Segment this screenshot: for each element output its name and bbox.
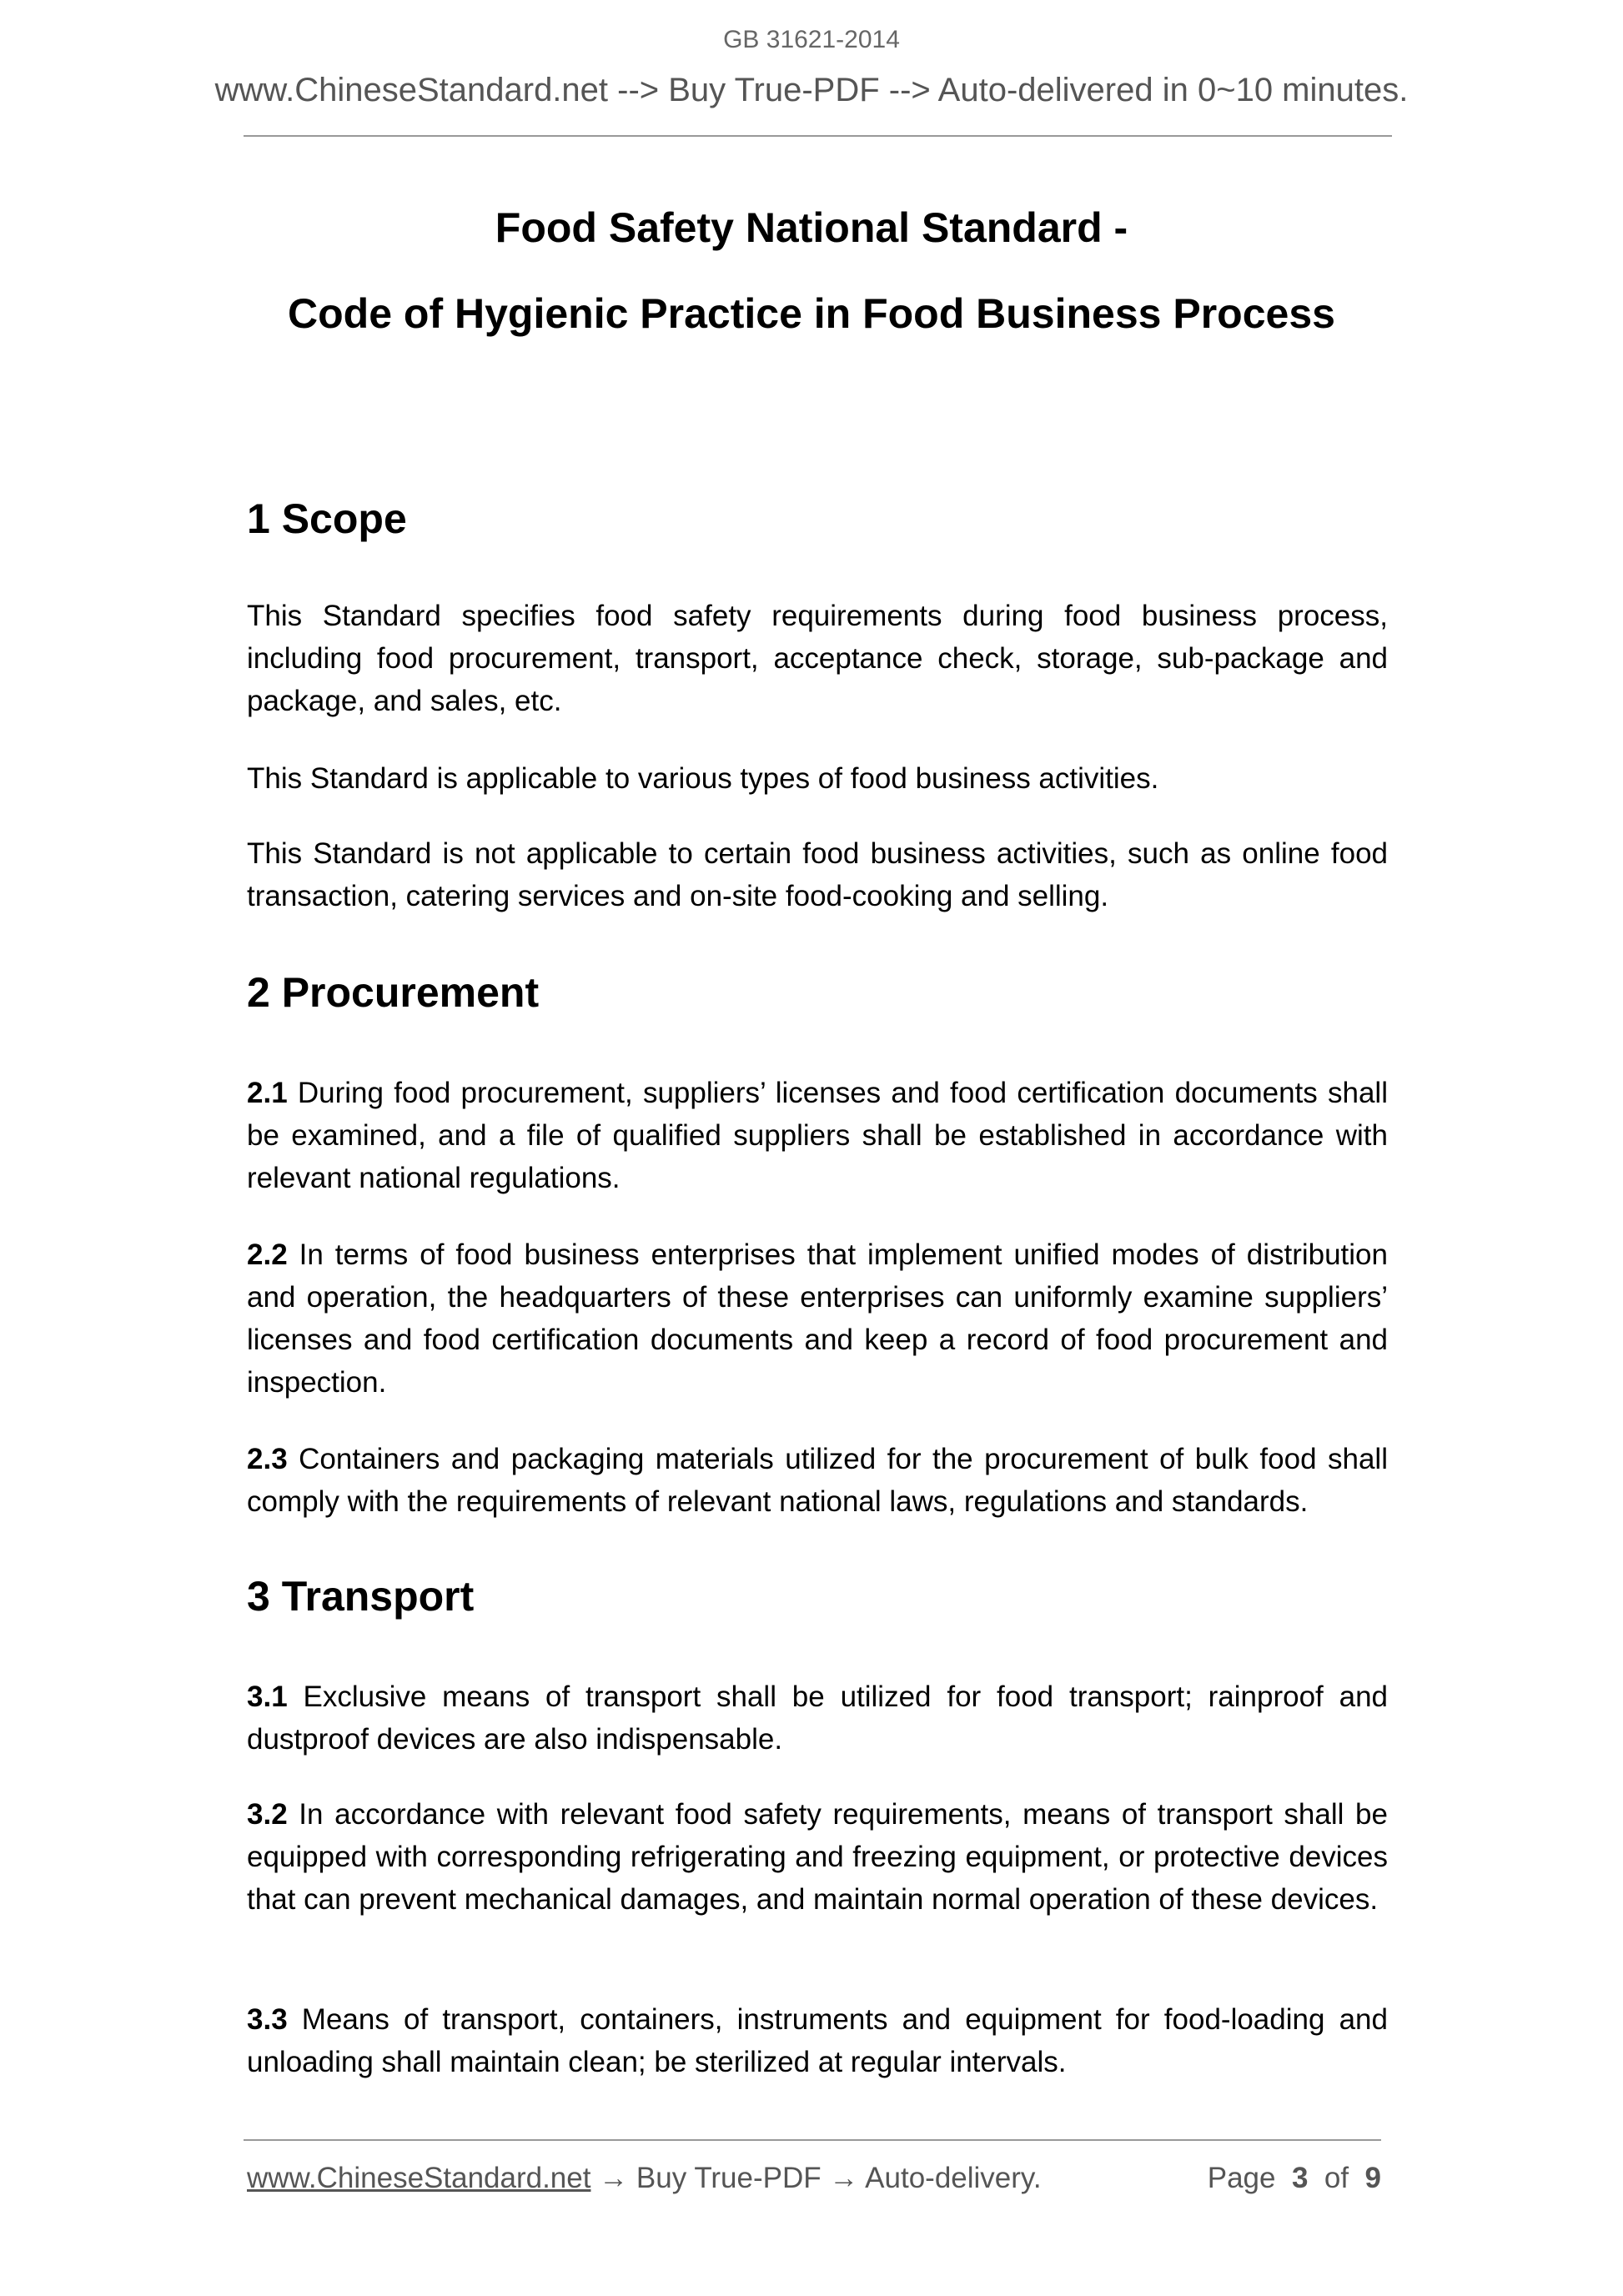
of-label: of [1324,2162,1349,2194]
footer-website-link[interactable]: www.ChineseStandard.net [247,2162,591,2194]
clause-number: 2.3 [247,1443,288,1475]
clause-number: 3.2 [247,1798,288,1831]
footer-text: → Buy True-PDF → Auto-delivery. [590,2162,1042,2194]
footer-divider [244,2139,1381,2141]
clause-3-2 [247,1793,1388,1921]
paragraph: This Standard is applicable to various types of food business activities. [247,762,1159,795]
clause-number: 2.2 [247,1238,288,1271]
standard-code: GB 31621-2014 [723,26,900,53]
header-banner: www.ChineseStandard.net --> Buy True-PDF --> Auto-delivered in 0~10 minutes. [214,72,1409,108]
paragraph: This Standard specifies food safety requirements during food business process, including food procurement, transport, acceptance check, storage, sub-package and package, and sales, etc. [247,600,1388,717]
clause-text: Containers and packaging materials utilized for the procurement of bulk food shall comply with the requirements of relevant national laws, regulations and standards. [247,1443,1388,1518]
clause-number: 3.3 [247,2003,288,2036]
header-divider [244,135,1392,137]
footer [247,2162,1381,2195]
page-total: 9 [1364,2162,1381,2194]
clause-number: 3.1 [247,1681,288,1713]
page-current: 3 [1291,2162,1309,2194]
section-heading-transport: 3 Transport [247,1573,475,1620]
clause-3-1 [247,1676,1388,1761]
title-line-1: Food Safety National Standard - [495,204,1128,251]
section-heading-scope: 1 Scope [247,495,407,542]
page-indicator [1208,2162,1381,2195]
clause-2-3 [247,1438,1388,1523]
clause-text: In accordance with relevant food safety requirements, means of transport shall be equipped with corresponding refrigerating and freezing equipment, or protective devices that can prevent mechanical damages, and maintain normal operation of these devices. [247,1798,1388,1916]
clause-text: Exclusive means of transport shall be utilized for food transport; rainproof and dustproof devices are also indispensable. [247,1681,1389,1756]
clause-text: Means of transport, containers, instruments and equipment for food-loading and unloading shall maintain clean; be sterilized at regular intervals. [247,2003,1388,2078]
paragraph: This Standard is not applicable to certain food business activities, such as online food transaction, catering services and on-site food-cooking and selling. [247,837,1388,912]
clause-number: 2.1 [247,1077,288,1109]
page-label: Page [1207,2162,1276,2194]
section-heading-procurement: 2 Procurement [247,969,540,1016]
clause-2-2 [247,1233,1388,1404]
clause-text: In terms of food business enterprises that implement unified modes of distribution and operation, the headquarters of these enterprises can uniformly examine suppliers’ licenses and food certification documents and keep a record of food procurement and inspection. [247,1238,1388,1399]
clause-3-3 [247,1998,1388,2083]
clause-text: During food procurement, suppliers’ licenses and food certification documents shall be examined, and a file of qualified suppliers shall be established in accordance with relevant national regulations. [247,1077,1388,1194]
title-line-2: Code of Hygienic Practice in Food Business Process [288,290,1335,337]
clause-2-1 [247,1072,1388,1199]
